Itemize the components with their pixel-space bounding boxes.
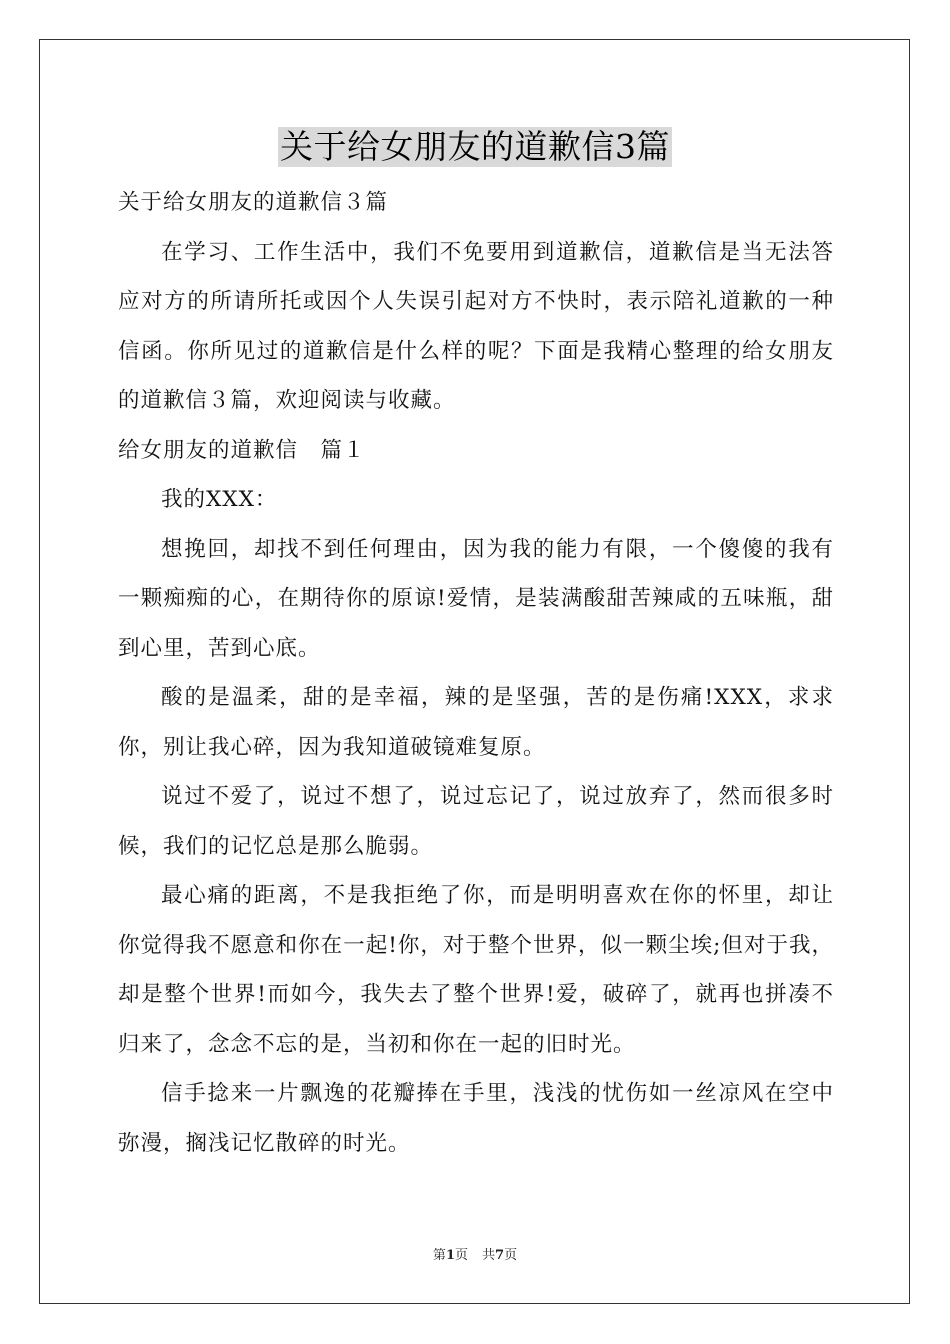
document-subtitle: 关于给女朋友的道歉信３篇 (118, 190, 389, 215)
paragraph: 最心痛的距离，不是我拒绝了你，而是明明喜欢在你的怀里，却让你觉得我不愿意和你在一起!你，对于整个世界，似一颗尘埃;但对于我，却是整个世界!而如今，我失去了整个世界!爱，破碎了，就再也拼凑不归来了，念念不忘的是，当初和你在一起的旧时光。 (118, 883, 834, 1057)
paragraph: 酸的是温柔，甜的是幸福，辣的是坚强，苦的是伤痛!XXX，求求你，别让我心碎，因为我知道破镜难复原。 (118, 685, 834, 760)
paragraph: 信手捻来一片飘逸的花瓣捧在手里，浅浅的忧伤如一丝凉风在空中弥漫，搁浅记忆散碎的时光。 (118, 1081, 834, 1156)
letter-salutation: 我的XXX： (161, 487, 278, 512)
section-heading: 给女朋友的道歉信 篇１ (118, 437, 366, 463)
page-total: 共7页 (482, 1248, 518, 1263)
page-number: 第1页 (432, 1248, 468, 1263)
paragraph-intro: 在学习、工作生活中，我们不免要用到道歉信，道歉信是当无法答应对方的所请所托或因个人失误引起对方不快时，表示陪礼道歉的一种信函。你所见过的道歉信是什么样的呢？下面是我精心整理的给女朋友的道歉信３篇，欢迎阅读与收藏。 (118, 239, 834, 413)
document-body (118, 178, 834, 1168)
paragraph: 说过不爱了，说过不想了，说过忘记了，说过放弃了，然而很多时候，我们的记忆总是那么脆弱。 (118, 784, 834, 859)
page-footer (0, 1244, 950, 1263)
title-container (0, 127, 950, 167)
paragraph: 想挽回，却找不到任何理由，因为我的能力有限，一个傻傻的我有一颗痴痴的心，在期待你的原谅!爱情，是装满酸甜苦辣咸的五味瓶，甜到心里，苦到心底。 (118, 536, 834, 661)
document-title: 关于给女朋友的道歉信3篇 (280, 127, 670, 166)
